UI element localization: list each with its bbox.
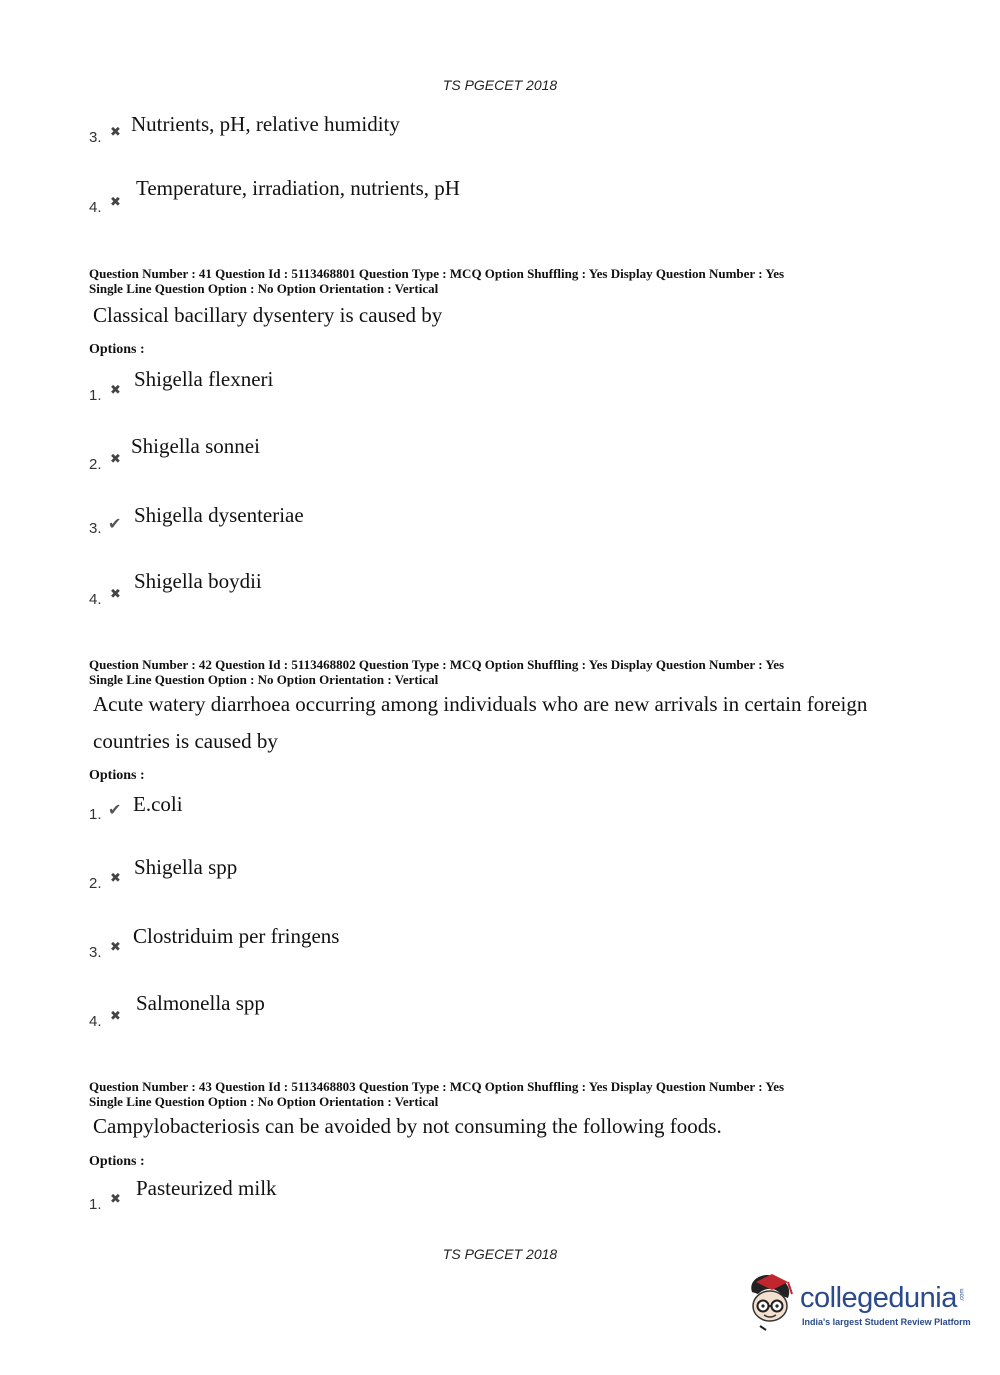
cross-icon: ✖ [110,1192,121,1207]
option-number: 1. [89,1196,102,1213]
logo-tagline: India's largest Student Review Platform [802,1317,971,1327]
question-meta: Single Line Question Option : No Option Orientation : Vertical [89,281,439,296]
options-label: Options : [89,342,145,357]
cross-icon: ✖ [110,587,121,602]
question-text: countries is caused by [93,729,278,753]
option-number: 2. [89,875,102,892]
option-text: Shigella spp [134,855,238,879]
option-text: Temperature, irradiation, nutrients, pH [136,176,460,200]
option-number: 4. [89,199,102,216]
option-text: Pasteurized milk [136,1176,277,1200]
page-header: TS PGECET 2018 [442,77,558,93]
question-meta: Single Line Question Option : No Option Orientation : Vertical [89,672,439,687]
question-meta: Question Number : 41 Question Id : 5113468801 Question Type : MCQ Option Shuffling : Yes Display Question Number : Yes [89,266,785,281]
option-number: 1. [89,806,102,823]
option-text: Nutrients, pH, relative humidity [131,112,400,136]
option-text: Shigella sonnei [131,434,260,458]
cross-icon: ✖ [110,940,121,955]
option-number: 1. [89,387,102,404]
option-text: Clostriduim per fringens [133,924,340,948]
options-label: Options : [89,768,145,783]
cross-icon: ✖ [110,452,121,467]
cross-icon: ✖ [110,871,121,886]
question-meta: Single Line Question Option : No Option Orientation : Vertical [89,1094,439,1109]
question-text: Classical bacillary dysentery is caused by [93,303,443,327]
logo-suffix: .com [959,1288,966,1302]
option-text: Shigella flexneri [134,367,274,391]
question-text: Acute watery diarrhoea occurring among individuals who are new arrivals in certain foreign [93,692,868,716]
question-text: Campylobacteriosis can be avoided by not consuming the following foods. [93,1114,722,1138]
checkmark-icon: ✔ [108,514,122,533]
cross-icon: ✖ [110,383,121,398]
option-text: Shigella dysenteriae [134,503,304,527]
question-meta: Question Number : 42 Question Id : 5113468802 Question Type : MCQ Option Shuffling : Yes Display Question Number : Yes [89,657,785,672]
cross-icon: ✖ [110,1009,121,1024]
option-number: 4. [89,1013,102,1030]
option-text: Salmonella spp [136,991,265,1015]
options-label: Options : [89,1154,145,1169]
page-footer: TS PGECET 2018 [442,1246,558,1262]
question-meta: Question Number : 43 Question Id : 5113468803 Question Type : MCQ Option Shuffling : Yes Display Question Number : Yes [89,1079,785,1094]
cross-icon: ✖ [110,195,121,210]
option-number: 3. [89,520,102,537]
option-text: Shigella boydii [134,569,262,593]
option-text: E.coli [133,792,183,816]
collegedunia-logo [742,1270,972,1340]
option-number: 3. [89,944,102,961]
checkmark-icon: ✔ [108,800,122,819]
option-number: 2. [89,456,102,473]
option-number: 3. [89,129,102,146]
mascot-icon [742,1270,800,1340]
option-number: 4. [89,591,102,608]
cross-icon: ✖ [110,125,121,140]
logo-wordmark: collegedunia [800,1282,957,1314]
